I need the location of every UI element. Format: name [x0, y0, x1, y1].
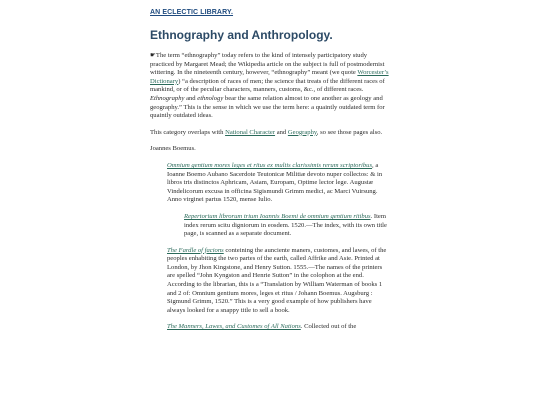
author-heading: Joannes Boemus.: [150, 145, 196, 153]
book-link-repertorium[interactable]: Repertorium librorum trium Ioannis Boemi de omnium gentium ritibus: [184, 212, 371, 220]
worcester-dictionary-link[interactable]: Worcester’s Dictionary: [150, 69, 389, 85]
list-item: The Manners, Lawes, and Customes of All Nations. Collected out of the: [167, 323, 357, 331]
book-link-omnium-gentium[interactable]: Omnium gentium mores leges et ritus ex multis clarissimis rerum scriptoribus: [167, 161, 373, 169]
pointing-hand-icon: ☛: [150, 52, 156, 59]
intro-paragraph: ☛The term “ethnography” today refers to the kind of intensely participatory study practiced by Margaret Mead; the Wikipedia article on the subject is full of postmodernist wittering. In the nineteenth century, however, “ethnography” meant (we quote Worcester’s Dictionary) “a description of races of men; the science that treats of the different races of mankind, or of the peculiar characters, manners, customs, &c., of different races. Ethnography and ethnology bear the same relation almost to one another as geology and geography.” This is the sense in which we use the term here: a quaintly outdated term for quaintly outdated ideas.: [150, 52, 389, 120]
book-link-manners-lawes-customes[interactable]: The Manners, Lawes, and Customes of All Nations: [167, 323, 301, 331]
geography-link[interactable]: Geography: [287, 128, 317, 136]
list-item: Repertorium librorum trium Ioannis Boemi de omnium gentium ritibus. Item index rerum scitu digniorum in eosdem. 1520.—The index, with its own title page, is scanned as a separate document.: [184, 212, 387, 238]
page-content: [150, 9, 390, 340]
book-link-fardle-of-facions[interactable]: The Fardle of facions: [167, 246, 224, 254]
list-item: The Fardle of facions conteining the aunciente maners, customes, and lawes, of the peoples enhabiting the two partes of the earth, called Affrike and Asie. Printed at London, by Jhon Kingstone, and Henry Sutton. 1555.—The names of the printers are spelled “John Kyngston and Henrie Sutton” in the colophon at the end. According to the librarian, this is a “Translation by William Waterman of books 1 and 2 of: Omnium gentium mores, leges et ritus / Johann Boemus. Augsburg : Sigmund Grimm, 1520.” This is a very good example of how publishers have always looked for a snappy title to sell a book.: [167, 246, 387, 314]
national-character-link[interactable]: National Character: [225, 128, 276, 136]
overlap-paragraph: This category overlaps with National Character and Geography, so see those pages also.: [150, 128, 383, 136]
list-item: Omnium gentium mores leges et ritus ex multis clarissimis rerum scriptoribus, a Ioanne Boemo Aubano Sacerdote Teutonicæ Militiæ devoto nuper collectos: & in libros tris distinctos Aphricam, Asiam, Europam, Optime lector lege. Augustæ Vindelicorum excusa in officina Sigismundi Grimm medici, ac Marci Vuirsung. Anno virginei partus 1520, mense Iulio.: [167, 161, 383, 204]
site-home-link[interactable]: AN ECLECTIC LIBRARY.: [150, 9, 234, 16]
page-title: Ethnography and Anthropology.: [150, 28, 333, 42]
